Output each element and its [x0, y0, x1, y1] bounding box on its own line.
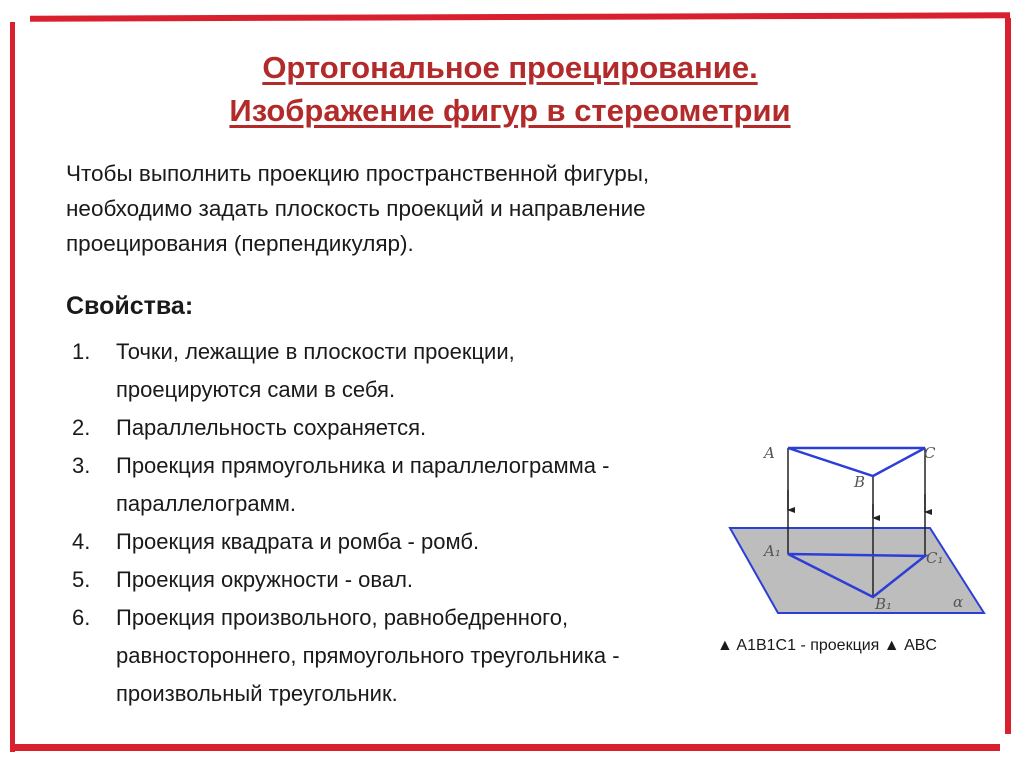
title-line-1: Ортогональное проецирование. — [262, 50, 758, 85]
intro-line: проецирования (перпендикуляр). — [66, 231, 414, 256]
list-item-number: 3. — [72, 453, 91, 478]
intro-line: необходимо задать плоскость проекций и направление — [66, 196, 646, 221]
list-item-number: 6. — [72, 605, 91, 630]
intro-line: Чтобы выполнить проекцию пространственной фигуры, — [66, 161, 650, 186]
frame-border-left — [10, 22, 15, 752]
list-item — [70, 447, 636, 523]
label-alpha: α — [953, 593, 964, 611]
label-c1: C₁ — [926, 549, 944, 567]
list-item-number: 5. — [72, 567, 91, 592]
list-item-text: Параллельность сохраняется. — [116, 415, 427, 440]
list-item-text: Проекция окружности - овал. — [116, 567, 414, 592]
figure-caption: ▲ A1B1C1 - проекция ▲ ABC — [717, 637, 937, 654]
list-item — [70, 523, 730, 561]
list-item-number: 1. — [72, 339, 91, 364]
title-line-2: Изображение фигур в стереометрии — [229, 93, 791, 128]
list-item-text: Проекция прямоугольника и параллелограмма - параллелограмм. — [116, 453, 610, 516]
list-item — [70, 333, 636, 409]
list-item-text: Проекция квадрата и ромба - ромб. — [116, 529, 480, 554]
label-b1: B₁ — [875, 595, 893, 613]
label-c: C — [924, 444, 936, 462]
label-a: A — [764, 444, 775, 462]
properties-heading: Свойства: — [66, 292, 194, 320]
list-item — [70, 599, 706, 713]
list-item-text: Проекция произвольного, равнобедренного, равностороннего, прямоугольного треугольника - произвольный треугольник. — [116, 605, 620, 706]
triangle-abc — [788, 448, 925, 476]
projection-plane — [730, 528, 984, 613]
properties-list — [70, 333, 730, 713]
list-item — [70, 561, 730, 599]
slide-title — [100, 46, 920, 132]
projection-diagram — [720, 432, 1000, 622]
label-b: B — [854, 473, 866, 491]
list-item-text: Точки, лежащие в плоскости проекции, проецируются сами в себя. — [116, 339, 515, 402]
intro-paragraph — [66, 156, 866, 261]
frame-border-bottom — [14, 744, 1000, 751]
list-item-number: 2. — [72, 415, 91, 440]
frame-border-right — [1005, 18, 1011, 734]
label-a1: A₁ — [764, 542, 781, 560]
list-item — [70, 409, 730, 447]
list-item-number: 4. — [72, 529, 91, 554]
